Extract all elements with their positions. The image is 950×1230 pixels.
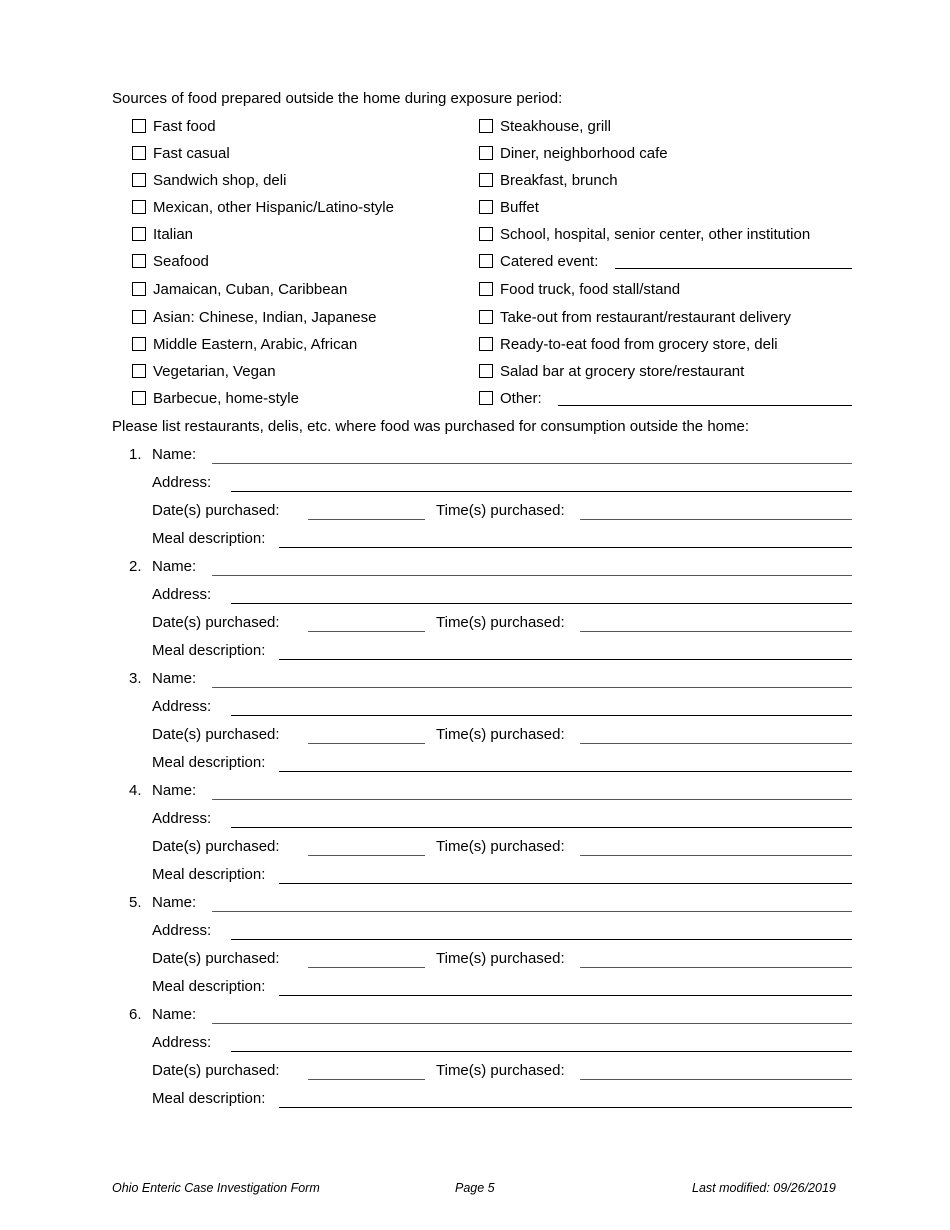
checkbox[interactable]: [132, 119, 146, 133]
address-field[interactable]: [231, 603, 852, 604]
address-field[interactable]: [231, 827, 852, 828]
checkbox[interactable]: [479, 310, 493, 324]
food-option-left-11[interactable]: [132, 388, 299, 408]
entry-number: 3.: [129, 670, 142, 687]
food-option-label: Fast casual: [153, 144, 230, 162]
food-option-right-4[interactable]: [479, 197, 539, 217]
checkbox[interactable]: [479, 364, 493, 378]
meal-description-field[interactable]: [279, 1107, 852, 1108]
name-label: Name:: [152, 782, 197, 799]
checkbox[interactable]: [132, 200, 146, 214]
times-field[interactable]: [580, 855, 852, 856]
food-option-label: Steakhouse, grill: [500, 117, 611, 135]
food-option-left-8[interactable]: [132, 307, 376, 327]
food-option-right-5[interactable]: [479, 224, 810, 244]
times-label: Time(s) purchased:: [436, 502, 565, 519]
address-field[interactable]: [231, 491, 852, 492]
other-field[interactable]: [558, 405, 852, 406]
food-option-label: Barbecue, home-style: [153, 389, 299, 407]
name-field[interactable]: [212, 687, 852, 688]
address-label: Address:: [152, 698, 212, 715]
food-option-label: Vegetarian, Vegan: [153, 362, 276, 380]
times-field[interactable]: [580, 1079, 852, 1080]
food-option-label: Salad bar at grocery store/restaurant: [500, 362, 745, 380]
checkbox[interactable]: [132, 364, 146, 378]
food-option-right-9[interactable]: [479, 334, 778, 354]
food-option-right-1[interactable]: [479, 116, 611, 136]
checkbox[interactable]: [479, 391, 493, 405]
food-option-label: School, hospital, senior center, other institution: [500, 225, 811, 243]
entry-number: 2.: [129, 558, 142, 575]
name-label: Name:: [152, 558, 197, 575]
address-label: Address:: [152, 922, 212, 939]
footer-form-name: Ohio Enteric Case Investigation Form: [112, 1181, 320, 1195]
dates-label: Date(s) purchased:: [152, 502, 280, 519]
checkbox[interactable]: [479, 282, 493, 296]
food-option-right-11[interactable]: [479, 388, 542, 408]
checkbox[interactable]: [479, 227, 493, 241]
food-option-left-1[interactable]: [132, 116, 216, 136]
checkbox[interactable]: [132, 146, 146, 160]
times-field[interactable]: [580, 631, 852, 632]
address-field[interactable]: [231, 1051, 852, 1052]
times-label: Time(s) purchased:: [436, 950, 565, 967]
address-label: Address:: [152, 474, 212, 491]
dates-field[interactable]: [308, 967, 425, 968]
meal-description-field[interactable]: [279, 883, 852, 884]
checkbox[interactable]: [132, 337, 146, 351]
food-option-left-2[interactable]: [132, 143, 230, 163]
footer-last-modified: Last modified: 09/26/2019: [692, 1181, 836, 1195]
dates-field[interactable]: [308, 1079, 425, 1080]
food-option-left-4[interactable]: [132, 197, 394, 217]
address-field[interactable]: [231, 715, 852, 716]
food-option-label: Breakfast, brunch: [500, 171, 618, 189]
times-field[interactable]: [580, 743, 852, 744]
meal-description-field[interactable]: [279, 771, 852, 772]
name-field[interactable]: [212, 911, 852, 912]
address-label: Address:: [152, 1034, 212, 1051]
meal-description-field[interactable]: [279, 659, 852, 660]
name-label: Name:: [152, 894, 197, 911]
checkbox[interactable]: [132, 282, 146, 296]
food-option-label: Food truck, food stall/stand: [500, 280, 681, 298]
food-option-right-2[interactable]: [479, 143, 668, 163]
name-field[interactable]: [212, 463, 852, 464]
food-option-left-7[interactable]: [132, 279, 347, 299]
meal-description-field[interactable]: [279, 547, 852, 548]
entry-number: 6.: [129, 1006, 142, 1023]
checkbox[interactable]: [479, 119, 493, 133]
times-field[interactable]: [580, 519, 852, 520]
entry-number: 4.: [129, 782, 142, 799]
name-field[interactable]: [212, 575, 852, 576]
food-option-right-8[interactable]: [479, 307, 791, 327]
dates-label: Date(s) purchased:: [152, 950, 280, 967]
checkbox[interactable]: [479, 146, 493, 160]
dates-field[interactable]: [308, 519, 425, 520]
checkbox[interactable]: [479, 173, 493, 187]
entry-number: 5.: [129, 894, 142, 911]
food-option-right-6[interactable]: [479, 251, 598, 271]
checkbox[interactable]: [132, 254, 146, 268]
dates-label: Date(s) purchased:: [152, 726, 280, 743]
food-option-left-10[interactable]: [132, 361, 276, 381]
meal-description-label: Meal description:: [152, 1090, 266, 1107]
checkbox[interactable]: [132, 173, 146, 187]
footer-page-number: Page 5: [455, 1181, 495, 1195]
address-label: Address:: [152, 810, 212, 827]
times-label: Time(s) purchased:: [436, 726, 565, 743]
meal-description-label: Meal description:: [152, 530, 266, 547]
name-field[interactable]: [212, 1023, 852, 1024]
checkbox[interactable]: [479, 337, 493, 351]
food-option-left-9[interactable]: [132, 334, 357, 354]
food-option-label: Asian: Chinese, Indian, Japanese: [153, 308, 377, 326]
dates-field[interactable]: [308, 743, 425, 744]
checkbox[interactable]: [479, 200, 493, 214]
food-option-label: Other:: [500, 389, 542, 407]
food-option-label: Diner, neighborhood cafe: [500, 144, 668, 162]
times-field[interactable]: [580, 967, 852, 968]
address-field[interactable]: [231, 939, 852, 940]
food-option-left-5[interactable]: [132, 224, 193, 244]
food-option-label: Buffet: [500, 198, 539, 216]
meal-description-label: Meal description:: [152, 754, 266, 771]
name-label: Name:: [152, 670, 197, 687]
food-option-label: Seafood: [153, 252, 209, 270]
checkbox[interactable]: [132, 391, 146, 405]
times-label: Time(s) purchased:: [436, 838, 565, 855]
food-option-label: Italian: [153, 225, 194, 243]
name-label: Name:: [152, 1006, 197, 1023]
dates-field[interactable]: [308, 631, 425, 632]
food-option-label: Ready-to-eat food from grocery store, deli: [500, 335, 778, 353]
food-option-label: Middle Eastern, Arabic, African: [153, 335, 358, 353]
times-label: Time(s) purchased:: [436, 1062, 565, 1079]
food-option-label: Sandwich shop, deli: [153, 171, 287, 189]
catered-event-field[interactable]: [615, 268, 852, 269]
meal-description-label: Meal description:: [152, 642, 266, 659]
dates-label: Date(s) purchased:: [152, 614, 280, 631]
times-label: Time(s) purchased:: [436, 614, 565, 631]
meal-description-field[interactable]: [279, 995, 852, 996]
food-option-label: Catered event:: [500, 252, 599, 270]
dates-field[interactable]: [308, 855, 425, 856]
food-option-label: Fast food: [153, 117, 216, 135]
food-option-right-3[interactable]: [479, 170, 618, 190]
food-option-left-6[interactable]: [132, 251, 209, 271]
entry-number: 1.: [129, 446, 142, 463]
address-label: Address:: [152, 586, 212, 603]
food-option-right-10[interactable]: [479, 361, 744, 381]
food-option-left-3[interactable]: [132, 170, 286, 190]
food-option-label: Mexican, other Hispanic/Latino-style: [153, 198, 394, 216]
food-sources-heading: Sources of food prepared outside the home during exposure period:: [112, 90, 563, 107]
name-label: Name:: [152, 446, 197, 463]
dates-label: Date(s) purchased:: [152, 1062, 280, 1079]
food-option-label: Take-out from restaurant/restaurant delivery: [500, 308, 791, 326]
checkbox[interactable]: [132, 310, 146, 324]
checkbox[interactable]: [132, 227, 146, 241]
meal-description-label: Meal description:: [152, 866, 266, 883]
food-option-label: Jamaican, Cuban, Caribbean: [153, 280, 348, 298]
meal-description-label: Meal description:: [152, 978, 266, 995]
food-option-right-7[interactable]: [479, 279, 680, 299]
checkbox[interactable]: [479, 254, 493, 268]
name-field[interactable]: [212, 799, 852, 800]
dates-label: Date(s) purchased:: [152, 838, 280, 855]
restaurants-heading: Please list restaurants, delis, etc. where food was purchased for consumption outside the home:: [112, 418, 750, 435]
